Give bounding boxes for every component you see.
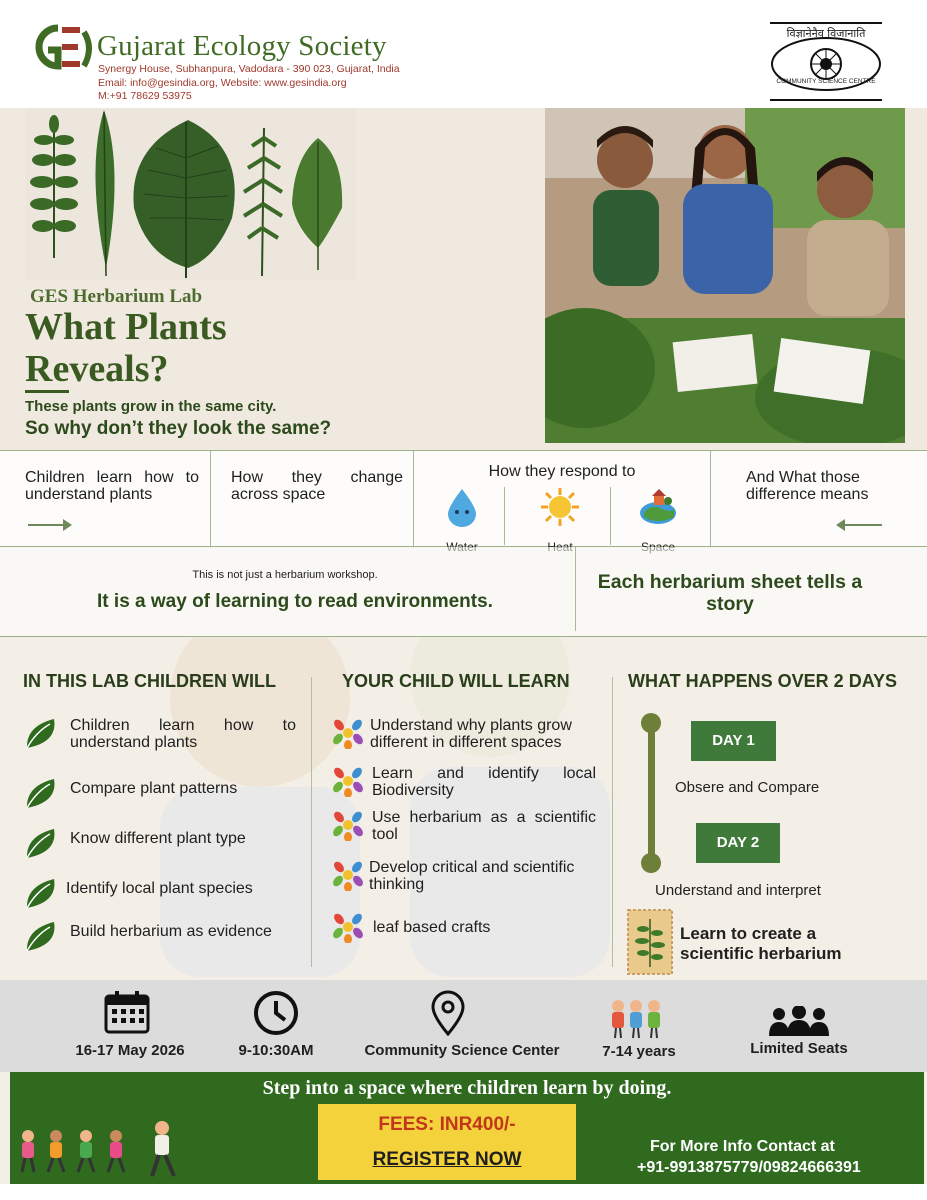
leaf-icon xyxy=(24,716,60,750)
hero-subtitle-1: These plants grow in the same city. xyxy=(25,398,277,415)
leaves-illustration xyxy=(26,108,356,280)
event-seats-label: Limited Seats xyxy=(750,1040,848,1057)
lab-label: GES Herbarium Lab xyxy=(30,286,203,307)
clock-icon xyxy=(253,990,299,1036)
list-item-label: Develop critical and scientific thinking xyxy=(369,859,575,893)
statement-big: It is a way of learning to read environments. xyxy=(97,591,493,612)
bottom-margin xyxy=(0,1184,927,1200)
hero-title-line1: What Plants xyxy=(25,306,227,348)
list-item-label: Identify local plant species xyxy=(66,880,253,897)
timeline-dot xyxy=(641,713,661,733)
colorful-hands-icon xyxy=(332,765,364,797)
csc-name: COMMUNITY SCIENCE CENTRE xyxy=(776,78,876,85)
list-item-label: Use herbarium as a scientific tool xyxy=(372,809,596,843)
program-section xyxy=(0,637,927,980)
leaf-icon xyxy=(24,826,60,860)
colorful-hands-icon xyxy=(332,809,364,841)
create-herbarium-text xyxy=(680,924,842,964)
hero-subtitle-2: So why don’t they look the same? xyxy=(25,418,332,439)
running-kids-icon xyxy=(16,1120,186,1182)
leaf-icon xyxy=(24,919,60,953)
respond-water xyxy=(416,487,508,554)
leaf-specimens-icon xyxy=(26,108,356,280)
org-phone: M:+91 78629 53975 xyxy=(98,90,192,102)
children-photo xyxy=(545,108,905,443)
concept-meaning-text: And What those difference means xyxy=(746,469,869,503)
list-item-label: Children learn how to understand plants xyxy=(70,717,296,751)
lab-list-heading: IN THIS LAB CHILDREN WILL xyxy=(23,671,276,691)
header xyxy=(0,0,927,108)
respond-space xyxy=(612,487,704,554)
concept-change-text: How they change across space xyxy=(231,469,403,503)
create-herbarium-line2: scientific herbarium xyxy=(680,944,842,963)
statement-right: Each herbarium sheet tells a story xyxy=(597,571,863,615)
list-item-label: Learn and identify local Biodiversity xyxy=(372,765,596,799)
csc-motto: विज्ञानेनैव विजानाति xyxy=(786,27,866,40)
footer-tagline: Step into a space where children learn by doing. xyxy=(262,1077,672,1099)
list-item-label: leaf based crafts xyxy=(373,919,491,936)
concept-understand-text: Children learn how to understand plants xyxy=(25,469,199,503)
colorful-hands-icon xyxy=(332,859,364,891)
respond-heat xyxy=(514,487,606,554)
create-herbarium-line1: Learn to create a xyxy=(680,924,817,943)
event-age-label: 7-14 years xyxy=(602,1043,676,1060)
people-group-icon xyxy=(767,1006,831,1038)
arrow-right-icon xyxy=(28,524,70,526)
day1-caption: Obsere and Compare xyxy=(675,779,820,796)
hero-title-rest: veals? xyxy=(69,348,169,390)
list-item-label: Understand why plants grow different in different spaces xyxy=(370,717,572,751)
statement-small: This is not just a herbarium workshop. xyxy=(192,569,378,581)
event-time-label: 9-10:30AM xyxy=(238,1042,314,1059)
herbarium-stamp-icon xyxy=(627,909,673,975)
list-item-label: Build herbarium as evidence xyxy=(70,923,272,940)
day1-badge: DAY 1 xyxy=(691,721,776,761)
divider xyxy=(575,547,576,631)
concepts-band xyxy=(0,450,927,547)
divider xyxy=(311,677,312,967)
calendar-icon xyxy=(104,990,150,1034)
contact-numbers[interactable]: +91-9913875779/09824666391 xyxy=(637,1159,861,1176)
sun-icon xyxy=(540,487,580,527)
timeline-dot xyxy=(641,853,661,873)
event-venue-label: Community Science Center xyxy=(364,1042,560,1059)
ges-logo-icon xyxy=(28,22,94,74)
location-pin-icon xyxy=(430,990,466,1036)
org-email-web[interactable]: Email: info@gesindia.org, Website: www.gesindia.org xyxy=(98,76,347,89)
divider xyxy=(610,487,611,545)
org-name: Gujarat Ecology Society xyxy=(97,30,387,62)
divider xyxy=(710,451,711,548)
hero-title-line2 xyxy=(25,348,227,390)
timeline-line xyxy=(648,723,655,863)
schedule-heading: WHAT HAPPENS OVER 2 DAYS xyxy=(628,671,898,691)
respond-title: How they respond to xyxy=(488,463,636,480)
concept-respond xyxy=(414,451,710,548)
leaf-icon xyxy=(24,776,60,810)
colorful-hands-icon xyxy=(332,911,364,943)
org-address-line: Synergy House, Subhanpura, Vadodara - 390 023, Gujarat, India xyxy=(98,63,400,75)
register-panel[interactable] xyxy=(318,1104,576,1180)
learn-list-heading: YOUR CHILD WILL LEARN xyxy=(342,671,570,691)
day2-caption: Understand and interpret xyxy=(655,882,821,899)
hero-title-underlined: Re xyxy=(25,348,69,393)
children-studying-plants-icon xyxy=(545,108,905,443)
footer-cta xyxy=(10,1072,924,1184)
divider xyxy=(504,487,505,545)
water-drop-icon xyxy=(442,487,482,527)
event-info-bar xyxy=(0,980,927,1072)
kids-group-icon xyxy=(608,998,664,1040)
leaf-icon xyxy=(24,876,60,910)
divider xyxy=(612,677,613,967)
hero-title xyxy=(25,306,227,390)
list-item-label: Know different plant type xyxy=(70,830,246,847)
earth-icon xyxy=(638,487,678,527)
org-address xyxy=(98,63,400,104)
register-now-link[interactable]: REGISTER NOW xyxy=(372,1149,522,1170)
arrow-left-icon xyxy=(838,524,882,526)
statement-band xyxy=(0,547,927,637)
divider xyxy=(210,451,211,548)
day2-badge: DAY 2 xyxy=(696,823,780,863)
fees-label: FEES: INR400/- xyxy=(378,1114,516,1135)
contact-title: For More Info Contact at xyxy=(650,1138,835,1155)
event-date-label: 16-17 May 2026 xyxy=(75,1042,185,1059)
colorful-hands-icon xyxy=(332,717,364,749)
list-item-label: Compare plant patterns xyxy=(70,780,238,797)
